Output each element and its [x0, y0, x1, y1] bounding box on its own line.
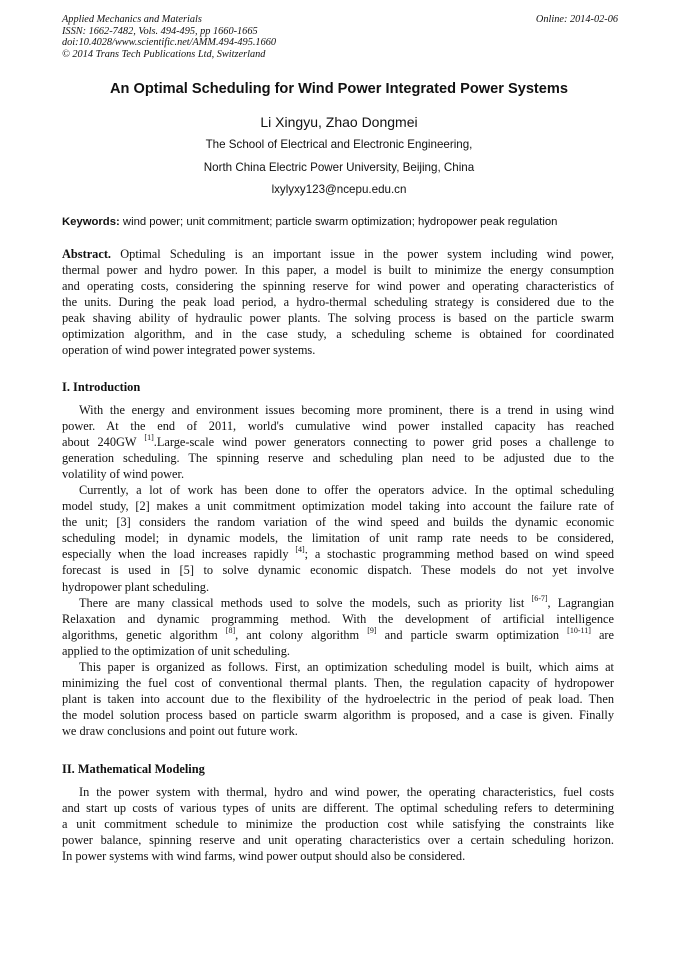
paragraph-line: volatility of wind power.: [62, 467, 185, 482]
section-2-heading: II. Mathematical Modeling: [62, 762, 205, 776]
paragraph-line: applied to the optimization of unit scheduling.: [62, 643, 290, 658]
online-date: Online: 2014-02-06: [535, 14, 618, 25]
abstract-line: Abstract. Optimal Scheduling is an important issue in the power system including wind power,: [62, 247, 614, 261]
paragraph-line: especially when the load increases rapidly [4]; a stochastic programming method based on wind speed: [62, 545, 614, 562]
abstract-line: and operating costs, considering the spinning reserve for wind power and operating characteristics of: [62, 279, 614, 294]
affiliation-line-2: North China Electric Power University, Beijing, China: [203, 161, 475, 174]
journal-name: Applied Mechanics and Materials: [62, 14, 202, 25]
journal-header: [62, 14, 618, 60]
paragraph-line: about 240GW [1].Large-scale wind power generators connecting to power grid poses a challenge to: [62, 433, 614, 450]
abstract-line: peak shaving ability of hydraulic power plants. The solving process is based on the particle swarm: [62, 311, 614, 326]
paragraph-line: scheduling model; in dynamic models, the limitation of unit ramp rate needs to be considered,: [62, 531, 614, 546]
paragraph-line: minimizing the fuel cost of conventional thermal plants. Then, the regulation capacity of hydropower: [62, 675, 614, 690]
citation: [8]: [225, 625, 236, 635]
paragraph-line: hydropower plant scheduling.: [62, 579, 210, 594]
paragraph-line: Currently, a lot of work has been done to offer the operators advice. In the optimal scheduling: [79, 483, 614, 498]
paragraph-line: Relaxation and dynamic programming method. With the development of artificial intelligence: [62, 611, 614, 626]
abstract-label: Abstract.: [62, 247, 112, 261]
abstract-line: operation of wind power integrated power systems.: [62, 343, 316, 358]
citation: [10-11]: [567, 625, 591, 635]
abstract-line: thermal power and hydro power. In this paper, a model is built to minimize the energy consumption: [62, 263, 614, 278]
authors: Li Xingyu, Zhao Dongmei: [260, 114, 418, 130]
keywords: [62, 216, 622, 228]
abstract-line: the units. During the peak load period, a hydro-thermal scheduling strategy is considered due to the: [62, 295, 614, 310]
paragraph-line: model study, [2] makes a unit commitment optimization model taking into account the failure rate of: [62, 499, 614, 514]
paragraph-line: the unit; [3] considers the random variation of the wind speed and builds the dynamic economic: [62, 515, 614, 530]
paragraph-line: forecast is used in [5] to solve dynamic economic dispatch. These models do not yet involve: [62, 563, 614, 578]
paper-title: An Optimal Scheduling for Wind Power Integrated Power Systems: [109, 81, 569, 97]
copyright: © 2014 Trans Tech Publications Ltd, Switzerland: [62, 48, 266, 60]
abstract-line: optimization algorithm, and in the case study, a scheduling scheme is obtained for coordinated: [62, 327, 614, 342]
paragraph-line: algorithms, genetic algorithm [8], ant colony algorithm [9] and particle swarm optimization [10-11] are: [62, 625, 615, 642]
abstract: [62, 246, 614, 358]
citation: [4]: [295, 545, 305, 555]
paragraph-line: power balance, spinning reserve and unit operating characteristics over a certain scheduling horizon.: [62, 833, 614, 848]
section-1-heading: I. Introduction: [62, 380, 141, 394]
affiliation-line-1: The School of Electrical and Electronic Engineering,: [205, 138, 473, 151]
citation: [6-7]: [531, 593, 548, 603]
citation: [9]: [367, 625, 377, 635]
paragraph-line: power. At the end of 2011, world's cumulative wind power installed capacity has reached: [62, 419, 614, 434]
keywords-text: wind power; unit commitment; particle swarm optimization; hydropower peak regulation: [119, 216, 558, 228]
paragraph-line: a unit commitment schedule to minimize the production cost while satisfying the constraints like: [62, 817, 614, 832]
paragraph-line: the model solution process based on particle swarm algorithm is proposed, and a case is given. Finally: [62, 707, 614, 722]
paragraph-line: In the power system with thermal, hydro and wind power, the operating characteristics, fuel costs: [79, 785, 614, 799]
citation: [1]: [144, 433, 154, 443]
issn: ISSN: 1662-7482, Vols. 494-495, pp 1660-1665: [62, 25, 258, 37]
paragraph-line: plant is taken into account due to the flexibility of the hydroelectric in the period of peak load. Then: [62, 691, 614, 706]
section-2-body: [62, 784, 614, 864]
paragraph-line: There are many classical methods used to solve the models, such as priority list [6-7], Lagrangian: [79, 593, 614, 610]
paragraph-line: and start up costs of various types of units are different. The optimal scheduling refers to determining: [62, 801, 614, 816]
paragraph-line: generation scheduling. The spinning reserve and scheduling plan need to be adjusted due to the: [62, 451, 614, 466]
doi: doi:10.4028/www.scientific.net/AMM.494-495.1660: [62, 37, 277, 48]
paragraph-line: we draw conclusions and point out future work.: [62, 723, 298, 738]
paragraph-line: In power systems with wind farms, wind power output should also be considered.: [62, 849, 466, 864]
keywords-label: Keywords:: [62, 216, 120, 228]
paragraph-line: This paper is organized as follows. First, an optimization scheduling model is built, which aims at: [79, 659, 614, 674]
email: lxylyxy123@ncepu.edu.cn: [271, 183, 407, 196]
paragraph-line: With the energy and environment issues becoming more prominent, there is a trend in using wind: [79, 403, 614, 417]
section-1-body: [62, 402, 614, 739]
